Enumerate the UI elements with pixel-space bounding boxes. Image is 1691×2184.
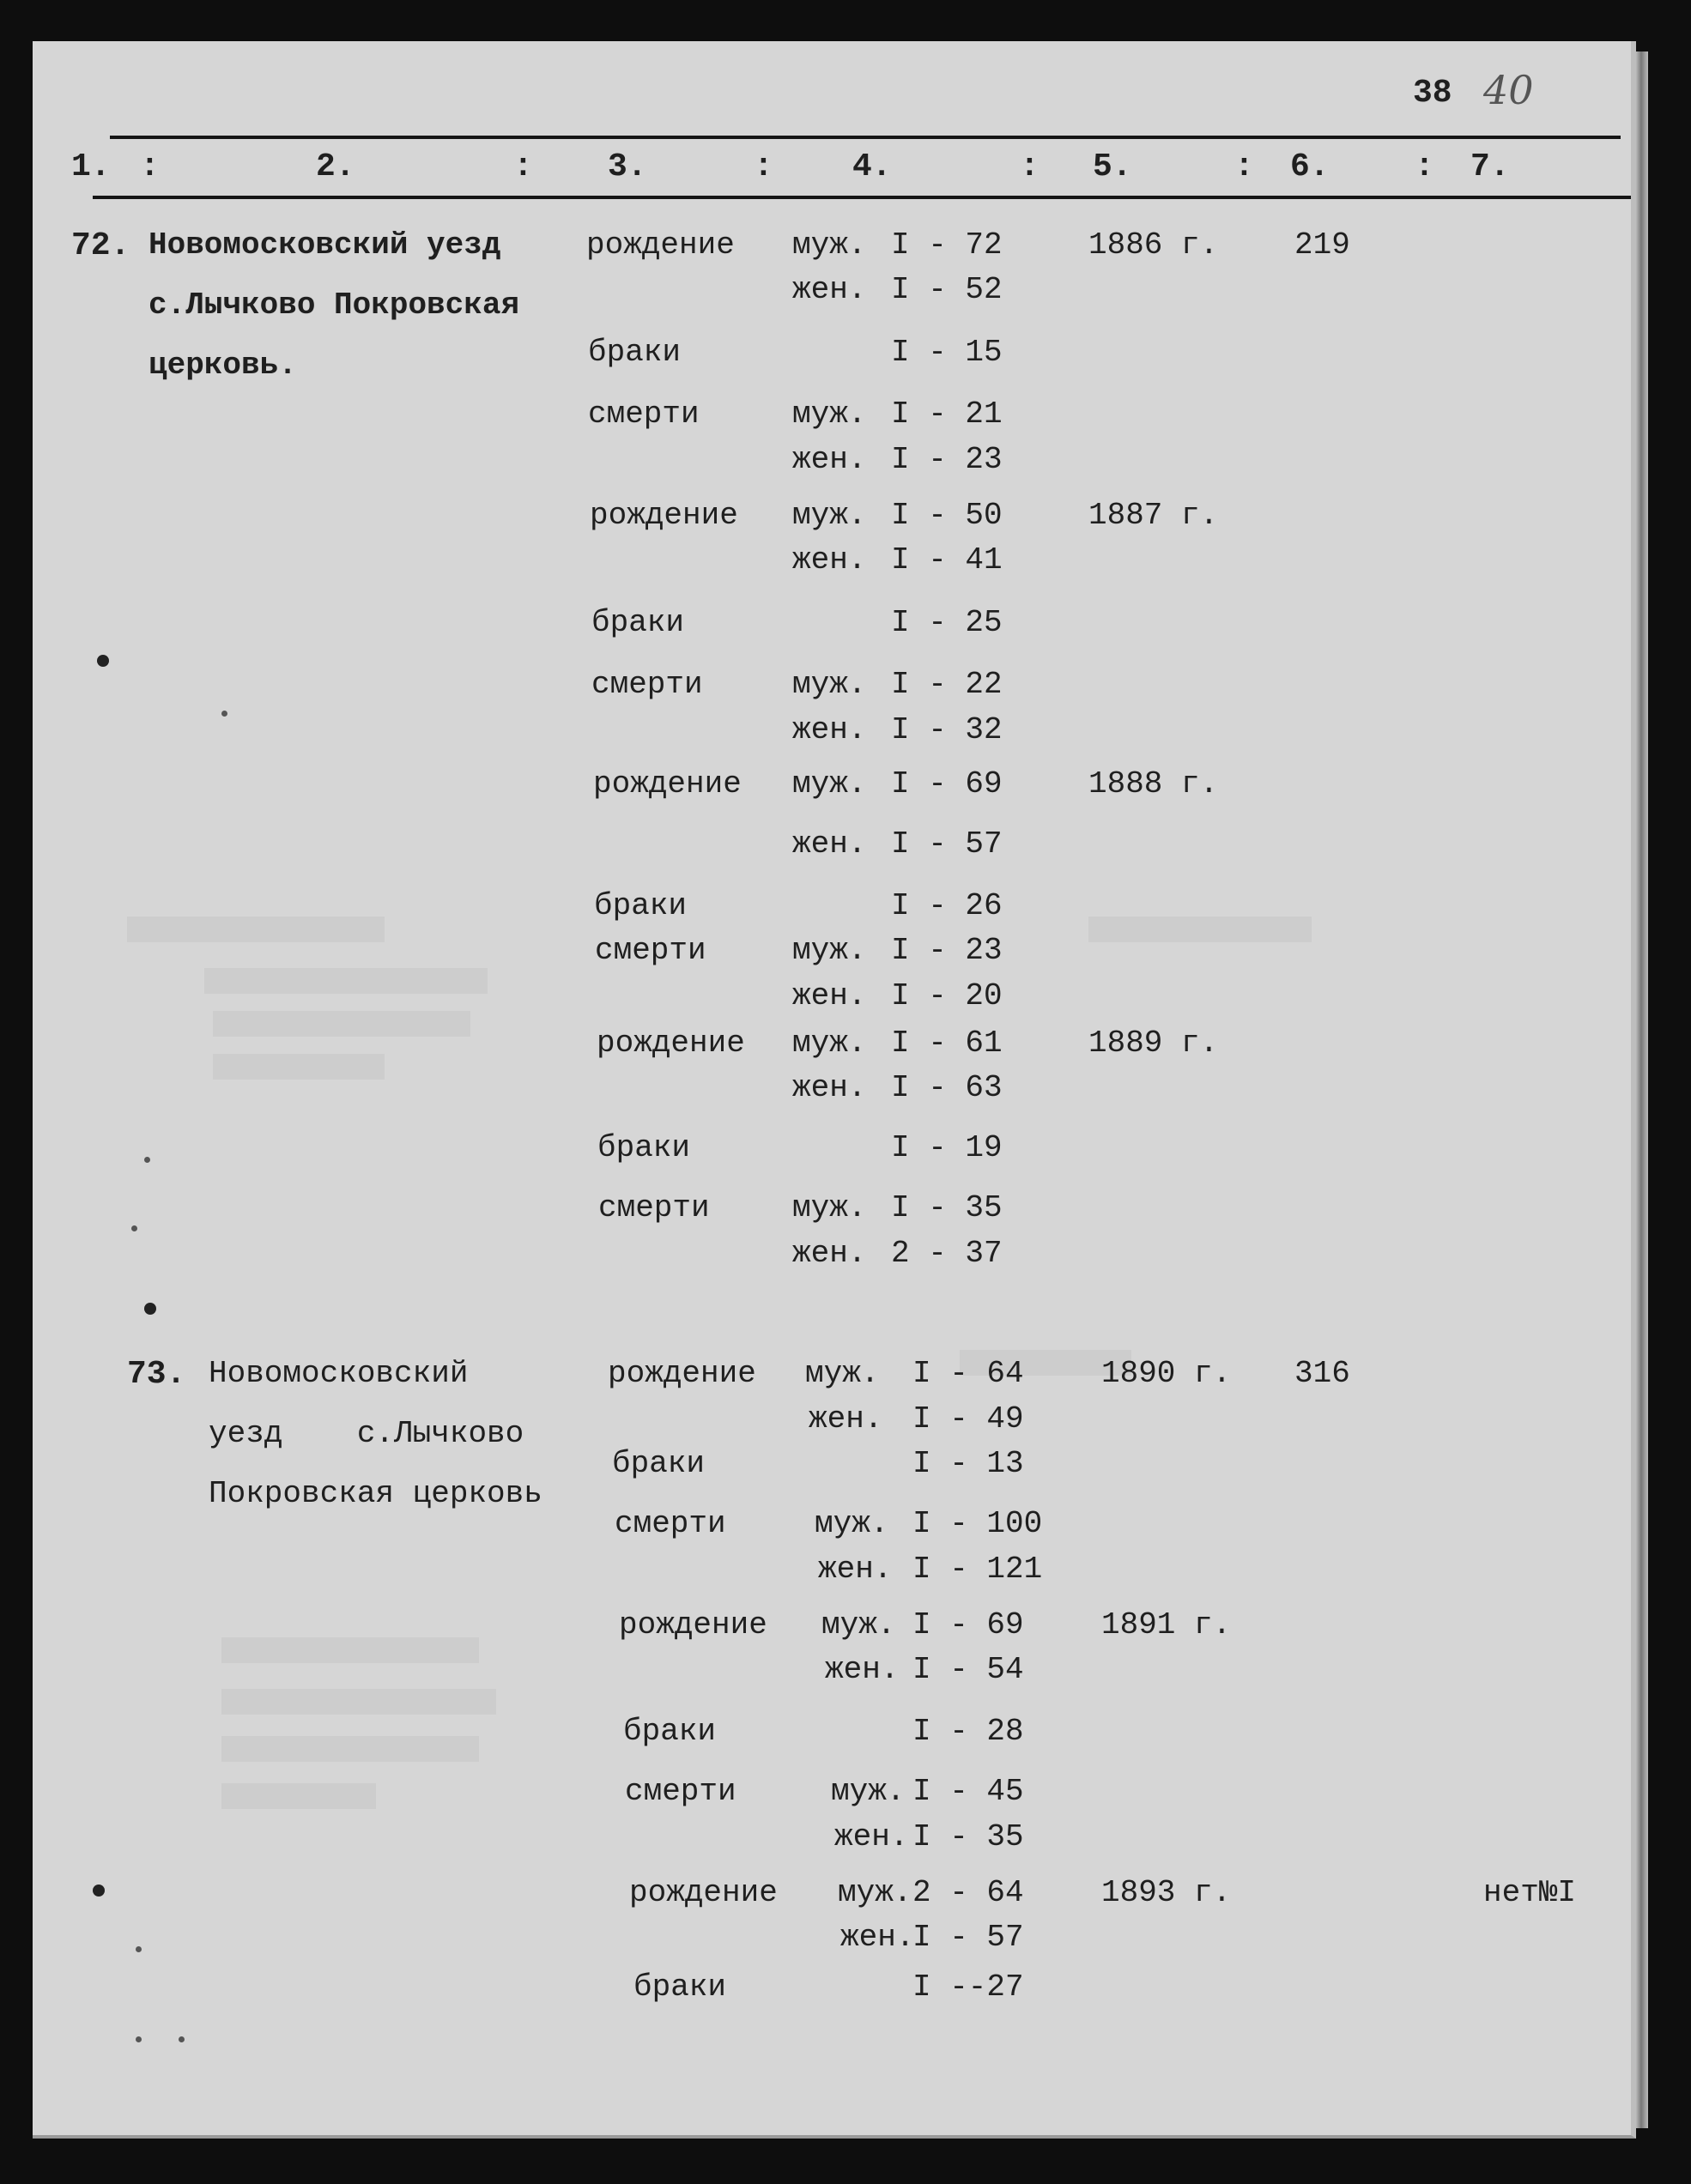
column-header-1: 1. bbox=[71, 148, 111, 185]
record-count-value: I - 49 bbox=[912, 1401, 1024, 1437]
record-count-value: I - 57 bbox=[912, 1920, 1024, 1955]
sex-label: жен. bbox=[792, 826, 867, 862]
sex-label: муж. bbox=[792, 1025, 867, 1061]
record-count-value: I - 41 bbox=[891, 542, 1003, 578]
column-separator: : bbox=[513, 148, 533, 185]
bleed-through-mark bbox=[204, 968, 488, 994]
record-type-label: смерти bbox=[588, 396, 700, 432]
column-separator: : bbox=[1415, 148, 1434, 185]
bleed-through-mark bbox=[221, 1637, 479, 1663]
year-value: 1886 г. bbox=[1088, 227, 1219, 263]
entry-description-line: Покровская церковь bbox=[209, 1476, 542, 1511]
record-type-label: браки bbox=[594, 888, 688, 923]
record-count-value: I - 19 bbox=[891, 1130, 1003, 1165]
header-rule-top bbox=[110, 136, 1621, 139]
entry-description-line: Новомосковский bbox=[209, 1356, 469, 1391]
sex-label: муж. bbox=[831, 1774, 906, 1809]
record-count-value: I - 35 bbox=[912, 1819, 1024, 1854]
sex-label: жен. bbox=[834, 1819, 909, 1854]
record-count-value: I - 100 bbox=[912, 1506, 1043, 1541]
sex-label: муж. bbox=[792, 933, 867, 968]
column-separator: : bbox=[1020, 148, 1039, 185]
column-header-5: 5. bbox=[1093, 148, 1132, 185]
record-count-value: I - 45 bbox=[912, 1774, 1024, 1809]
sex-label: муж. bbox=[792, 227, 867, 263]
entry-col6-value: 219 bbox=[1294, 227, 1350, 263]
entry-description-line: с.Лычково Покровская bbox=[148, 287, 520, 323]
entry-description-line: Новомосковский уезд bbox=[148, 227, 501, 263]
record-count-value: I - 69 bbox=[891, 766, 1003, 802]
year-value: 1888 г. bbox=[1088, 766, 1219, 802]
year-value: 1890 г. bbox=[1101, 1356, 1232, 1391]
bleed-through-mark bbox=[127, 917, 385, 942]
sex-label: жен. bbox=[825, 1652, 900, 1687]
record-count-value: I - 22 bbox=[891, 667, 1003, 702]
record-count-value: I - 23 bbox=[891, 933, 1003, 968]
sex-label: муж. bbox=[792, 498, 867, 533]
sex-label: жен. bbox=[818, 1552, 893, 1587]
sex-label: муж. bbox=[805, 1356, 880, 1391]
record-type-label: рождение bbox=[590, 498, 738, 533]
sex-label: муж. bbox=[792, 766, 867, 802]
punch-mark bbox=[136, 1946, 142, 1952]
record-count-value: I - 52 bbox=[891, 272, 1003, 307]
record-count-value: I - 32 bbox=[891, 712, 1003, 747]
bleed-through-mark bbox=[213, 1011, 470, 1037]
record-count-value: I - 64 bbox=[912, 1356, 1024, 1391]
record-count-value: I - 35 bbox=[891, 1190, 1003, 1225]
record-type-label: браки bbox=[588, 335, 682, 370]
record-count-value: I - 13 bbox=[912, 1446, 1024, 1481]
page-number-handwritten: 40 bbox=[1483, 67, 1534, 113]
sex-label: жен. bbox=[840, 1920, 915, 1955]
record-count-value: 2 - 37 bbox=[891, 1236, 1003, 1271]
sex-label: жен. bbox=[792, 712, 867, 747]
record-count-value: I - 21 bbox=[891, 396, 1003, 432]
record-count-value: I --27 bbox=[912, 1969, 1024, 2005]
entry-description-line: церковь. bbox=[148, 348, 297, 383]
sex-label: жен. bbox=[809, 1401, 883, 1437]
record-count-value: I - 26 bbox=[891, 888, 1003, 923]
year-value: 1891 г. bbox=[1101, 1607, 1232, 1643]
sex-label: жен. bbox=[792, 442, 867, 477]
punch-mark bbox=[93, 1885, 105, 1897]
record-type-label: смерти bbox=[591, 667, 703, 702]
record-type-label: браки bbox=[612, 1446, 706, 1481]
punch-mark bbox=[131, 1225, 137, 1231]
page-number-stamped: 38 bbox=[1413, 75, 1452, 112]
punch-mark bbox=[221, 711, 227, 717]
record-count-value: 2 - 64 bbox=[912, 1875, 1024, 1910]
record-type-label: смерти bbox=[598, 1190, 710, 1225]
sex-label: жен. bbox=[792, 1236, 867, 1271]
column-header-4: 4. bbox=[852, 148, 892, 185]
record-type-label: смерти bbox=[595, 933, 706, 968]
entry-col6-value: 316 bbox=[1294, 1356, 1350, 1391]
sex-label: муж. bbox=[815, 1506, 889, 1541]
record-count-value: I - 28 bbox=[912, 1714, 1024, 1749]
record-count-value: I - 25 bbox=[891, 605, 1003, 640]
year-value: 1893 г. bbox=[1101, 1875, 1232, 1910]
record-type-label: браки bbox=[623, 1714, 717, 1749]
column-header-3: 3. bbox=[608, 148, 647, 185]
sex-label: муж. bbox=[792, 667, 867, 702]
archive-page bbox=[33, 41, 1636, 2139]
record-count-value: I - 72 bbox=[891, 227, 1003, 263]
record-type-label: рождение bbox=[629, 1875, 778, 1910]
record-type-label: смерти bbox=[625, 1774, 736, 1809]
column-header-6: 6. bbox=[1290, 148, 1330, 185]
entry-col7-value: нет№I bbox=[1483, 1875, 1577, 1910]
bleed-through-mark bbox=[221, 1783, 376, 1809]
entry-number: 73. bbox=[127, 1356, 186, 1393]
punch-mark bbox=[144, 1303, 156, 1315]
column-separator: : bbox=[754, 148, 773, 185]
sex-label: муж. bbox=[838, 1875, 912, 1910]
year-value: 1887 г. bbox=[1088, 498, 1219, 533]
sex-label: жен. bbox=[792, 1070, 867, 1105]
punch-mark bbox=[179, 2036, 185, 2042]
sex-label: жен. bbox=[792, 272, 867, 307]
record-count-value: I - 23 bbox=[891, 442, 1003, 477]
sex-label: муж. bbox=[821, 1607, 896, 1643]
record-count-value: I - 15 bbox=[891, 335, 1003, 370]
column-separator: : bbox=[140, 148, 160, 185]
bleed-through-mark bbox=[221, 1736, 479, 1762]
record-count-value: I - 61 bbox=[891, 1025, 1003, 1061]
punch-mark bbox=[136, 2036, 142, 2042]
record-type-label: браки bbox=[597, 1130, 691, 1165]
bleed-through-mark bbox=[221, 1689, 496, 1715]
sex-label: муж. bbox=[792, 1190, 867, 1225]
entry-number: 72. bbox=[71, 227, 130, 264]
record-type-label: браки bbox=[633, 1969, 727, 2005]
column-separator: : bbox=[1234, 148, 1254, 185]
column-header-7: 7. bbox=[1470, 148, 1510, 185]
sex-label: муж. bbox=[792, 396, 867, 432]
record-count-value: I - 63 bbox=[891, 1070, 1003, 1105]
record-type-label: рождение bbox=[597, 1025, 745, 1061]
record-type-label: браки bbox=[591, 605, 685, 640]
header-rule-bottom bbox=[93, 196, 1636, 199]
punch-mark bbox=[144, 1157, 150, 1163]
record-count-value: I - 20 bbox=[891, 978, 1003, 1013]
record-type-label: рождение bbox=[619, 1607, 767, 1643]
record-count-value: I - 54 bbox=[912, 1652, 1024, 1687]
sex-label: жен. bbox=[792, 542, 867, 578]
year-value: 1889 г. bbox=[1088, 1025, 1219, 1061]
bleed-through-mark bbox=[213, 1054, 385, 1080]
record-type-label: смерти bbox=[615, 1506, 726, 1541]
punch-mark bbox=[97, 655, 109, 667]
record-count-value: I - 50 bbox=[891, 498, 1003, 533]
record-count-value: I - 57 bbox=[891, 826, 1003, 862]
record-type-label: рождение bbox=[608, 1356, 756, 1391]
sex-label: жен. bbox=[792, 978, 867, 1013]
record-count-value: I - 69 bbox=[912, 1607, 1024, 1643]
record-count-value: I - 121 bbox=[912, 1552, 1043, 1587]
column-header-2: 2. bbox=[316, 148, 355, 185]
bleed-through-mark bbox=[1088, 917, 1312, 942]
record-type-label: рождение bbox=[586, 227, 735, 263]
entry-description-line: уезд с.Лычково bbox=[209, 1416, 524, 1451]
record-type-label: рождение bbox=[593, 766, 742, 802]
